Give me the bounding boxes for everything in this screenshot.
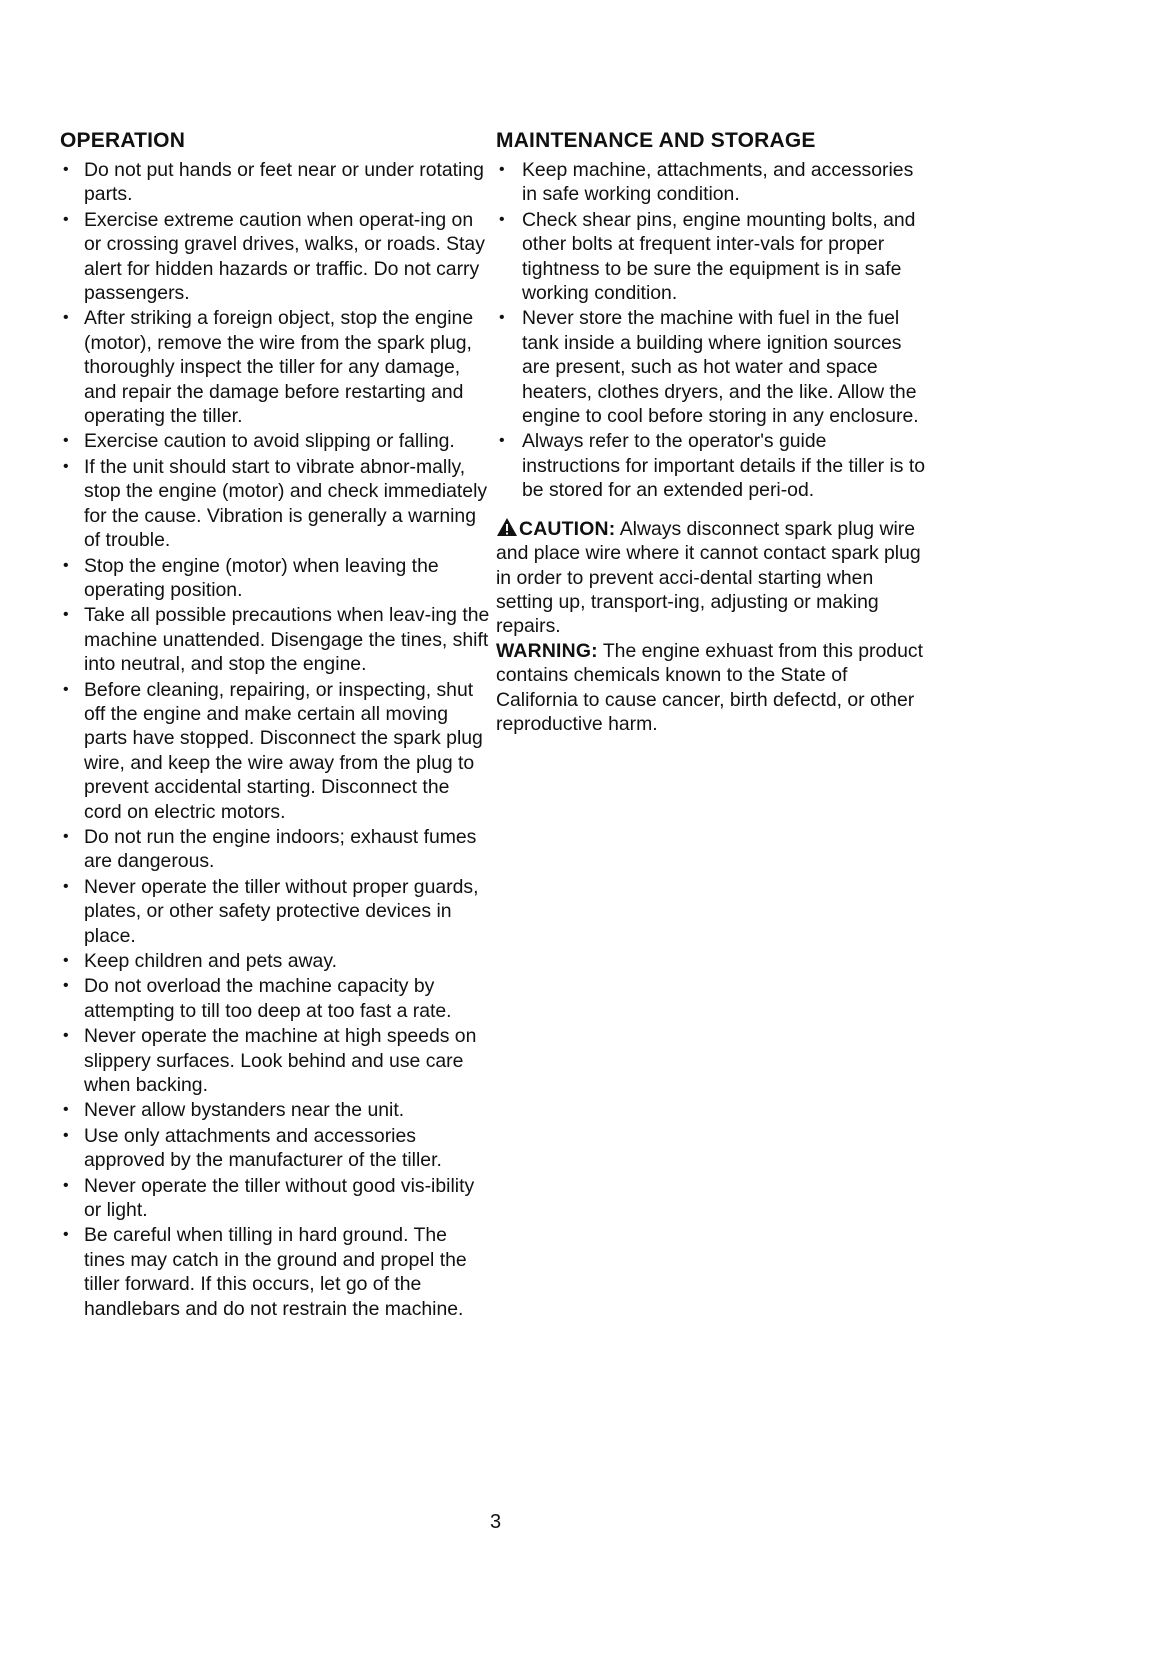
operation-item [60,1124,492,1173]
bullet-dot-icon: • [63,309,69,327]
page-number: 3 [490,1511,502,1533]
maintenance-item-text: Keep machine, attachments, and accessories in safe working condition. [522,159,914,206]
operation-list [60,158,492,1321]
maintenance-item [496,429,926,502]
maintenance-item-text: Never store the machine with fuel in the fuel tank inside a building where ignition sources are present, such as hot water and space heaters, clothes dryers, and the like. Allow the engine to cool before storing in any enclosure. [522,307,919,428]
maintenance-item [496,306,926,428]
operation-item-text: Do not overload the machine capacity by attempting to till too deep at too fast a rate. [84,975,452,1022]
operation-item-text: Do not run the engine indoors; exhaust fumes are dangerous. [84,825,477,873]
operation-item-text: Never operate the machine at high speeds on slippery surfaces. Look behind and use care when backing. [84,1025,477,1097]
operation-item-text: Exercise caution to avoid slipping or falling. [84,430,455,453]
operation-item [60,603,492,676]
bullet-dot-icon: • [63,1226,69,1244]
bullet-dot-icon: • [63,1027,69,1045]
operation-item [60,554,492,603]
operation-item-text: Keep children and pets away. [84,950,337,972]
operation-item [60,455,492,553]
maintenance-item-text: Check shear pins, engine mounting bolts, and other bolts at frequent inter-vals for proper tightness to be sure the equipment is in safe working condition. [522,208,916,305]
operation-item-text: Never operate the tiller without good vis-ibility or light. [84,1174,475,1222]
maintenance-item-text: Always refer to the operator's guide instructions for important details if the tiller is to be stored for an extended peri-od. [522,430,926,502]
bullet-dot-icon: • [63,827,69,845]
operation-item [60,158,492,207]
bullet-dot-icon: • [63,606,69,624]
operation-item-text: Never operate the tiller without proper guards, plates, or other safety protective devices in place. [84,875,479,947]
bullet-dot-icon: • [63,1176,69,1194]
operation-item [60,208,492,306]
operation-item [60,825,492,874]
maintenance-list [496,158,926,503]
bullet-dot-icon: • [63,1126,69,1144]
bullet-dot-icon: • [499,161,505,178]
operation-item [60,678,492,824]
bullet-dot-icon: • [63,432,69,450]
operation-item [60,1174,492,1223]
warning-triangle-icon [496,517,518,537]
operation-item [60,1024,492,1097]
operation-heading: OPERATION [60,129,186,152]
caution-label: CAUTION: [519,517,616,540]
bullet-dot-icon: • [499,432,505,450]
operation-item-text: Be careful when tilling in hard ground. The tines may catch in the ground and propel the tiller forward. If this occurs, let go of the handlebars and do not restrain the machine. [84,1224,467,1320]
operation-item [60,875,492,948]
caution-notice [496,517,926,737]
operation-item [60,1098,492,1122]
caution-text: Always disconnect spark plug wire and place wire where it cannot contact spark plug in order to prevent acci-dental starting when setting up, transport-ing, adjusting or making repairs. [496,517,921,638]
operation-item-text: Take all possible precautions when leav-ing the machine unattended. Disengage the tines, shift into neutral, and stop the engine. [84,604,490,676]
bullet-dot-icon: • [63,977,69,995]
bullet-dot-icon: • [63,877,69,895]
maintenance-section [496,128,926,736]
maintenance-item [496,208,926,306]
bullet-dot-icon: • [63,457,69,475]
operation-item-text: If the unit should start to vibrate abnor-mally, stop the engine (motor) and check immediately for the cause. Vibration is generally a warning of trouble. [84,455,488,552]
operation-item-text: Use only attachments and accessories approved by the manufacturer of the tiller. [84,1124,442,1172]
maintenance-heading: MAINTENANCE AND STORAGE [496,129,816,152]
operation-item-text: Exercise extreme caution when operat-ing on or crossing gravel drives, walks, or roads. Stay alert for hidden hazards or traffic. Do not carry passengers. [84,208,485,305]
bullet-dot-icon: • [63,556,69,574]
warning-label: WARNING: [496,639,598,662]
operation-item [60,1223,492,1321]
operation-item-text: After striking a foreign object, stop the engine (motor), remove the wire from the spark plug, thoroughly inspect the tiller for any damage, and repair the damage before restarting and operating the tiller. [84,307,474,428]
bullet-dot-icon: • [63,680,69,698]
bullet-dot-icon: • [63,210,69,228]
bullet-dot-icon: • [63,161,69,178]
operation-item-text: Stop the engine (motor) when leaving the operating position. [84,554,439,601]
bullet-dot-icon: • [499,210,505,228]
bullet-dot-icon: • [499,309,505,327]
maintenance-item [496,158,926,207]
operation-item-text: Never allow bystanders near the unit. [84,1099,405,1122]
bullet-dot-icon: • [63,952,69,969]
operation-item [60,949,492,973]
operation-item [60,429,492,453]
operation-item-text: Before cleaning, repairing, or inspecting, shut off the engine and make certain all moving parts have stopped. Disconnect the spark plug wire, and keep the wire away from the plug to prevent accidental starting. Disconnect the cord on electric motors. [84,678,483,823]
operation-item-text: Do not put hands or feet near or under rotating parts. [84,159,484,206]
operation-item [60,306,492,428]
operation-section [60,128,492,1322]
operation-item [60,974,492,1023]
bullet-dot-icon: • [63,1101,69,1119]
warning-text: The engine exhuast from this product contains chemicals known to the State of California to cause cancer, birth defectd, or other reproductive harm. [496,639,923,735]
